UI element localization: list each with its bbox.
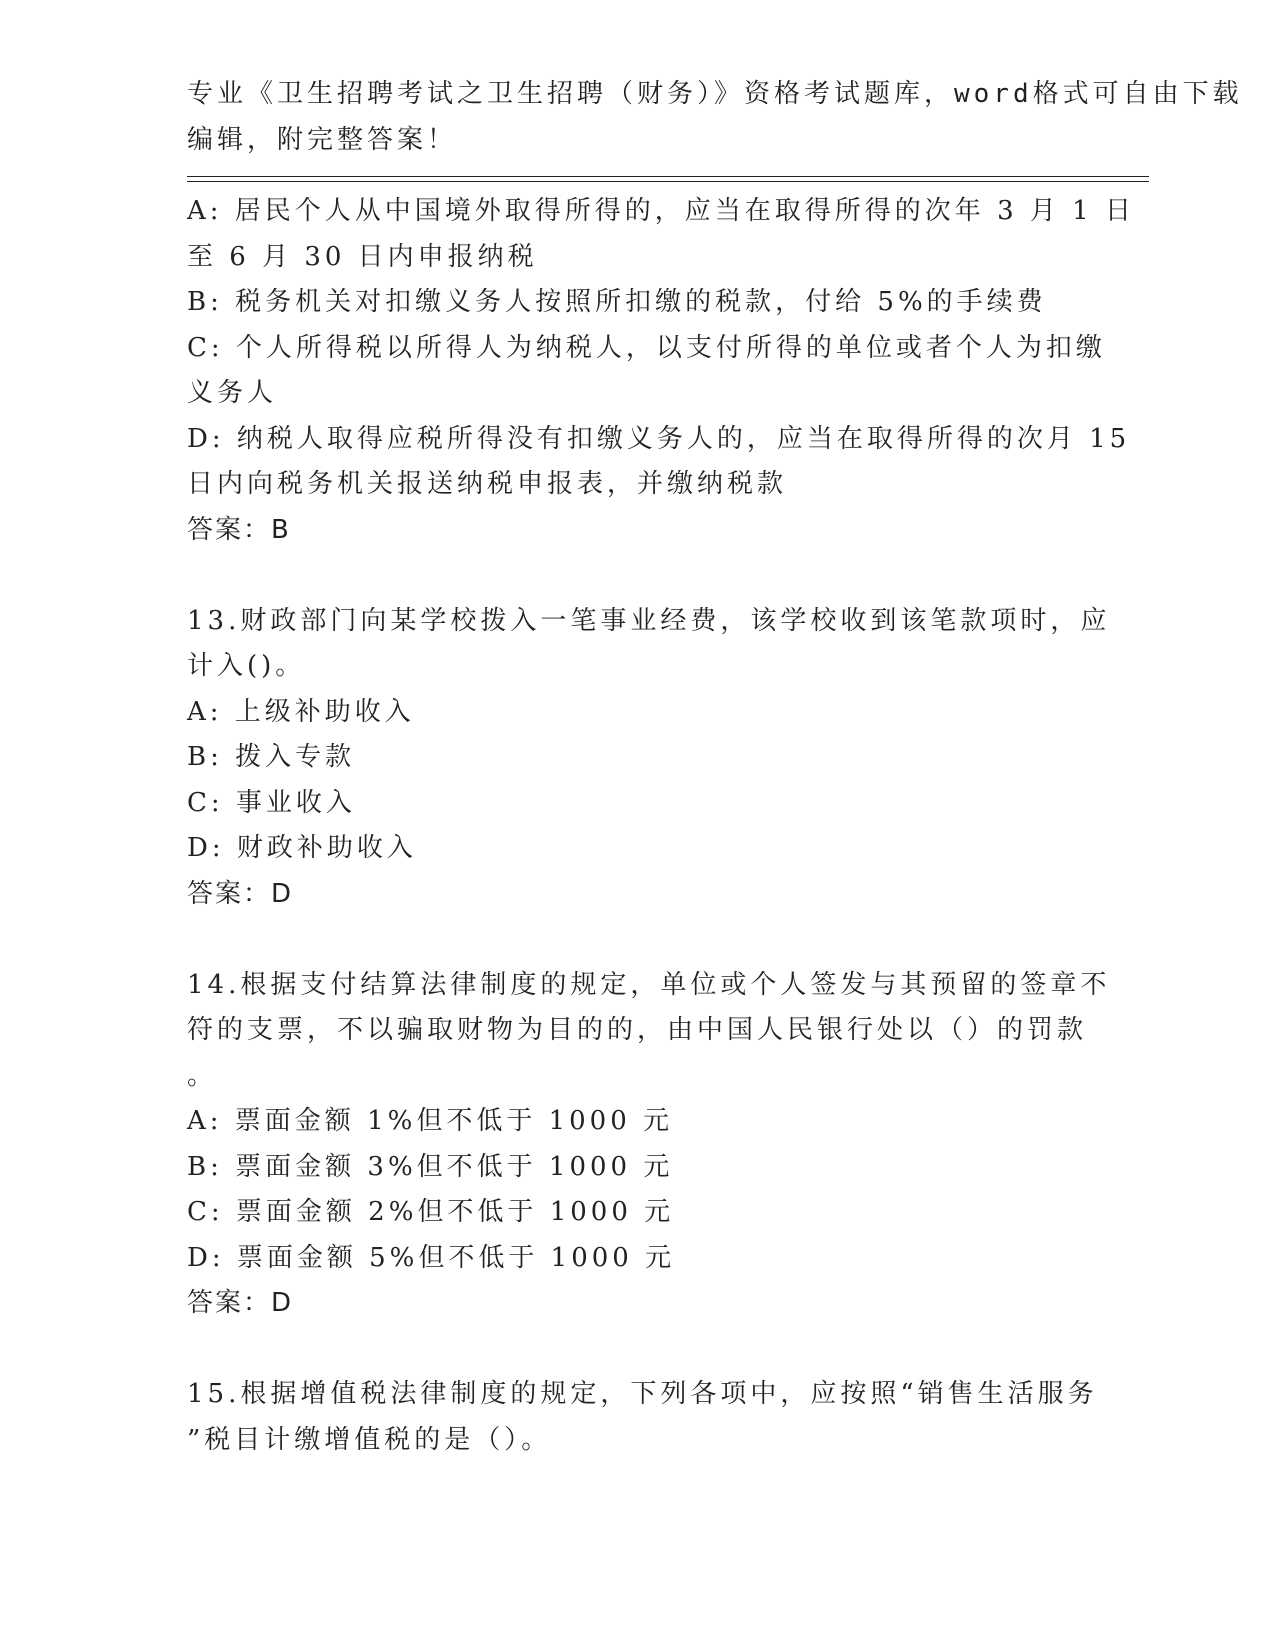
header-line-1: 专业《卫生招聘考试之卫生招聘（财务）》资格考试题库，word格式可自由下载 <box>187 79 1243 109</box>
q12-option-a-line-1: A: 居民个人从中国境外取得所得的，应当在取得所得的次年 3 月 1 日 <box>187 196 1135 226</box>
q15-stem-line-2: ”税目计缴增值税的是（）。 <box>187 1424 552 1455</box>
q13-stem-line-1: 13.财政部门向某学校拨入一笔事业经费，该学校收到该笔款项时，应 <box>187 605 1111 636</box>
q14-option-d: D: 票面金额 5%但不低于 1000 元 <box>187 1242 676 1273</box>
q12-option-b: B: 税务机关对扣缴义务人按照所扣缴的税款，付给 5%的手续费 <box>187 287 1047 317</box>
q15-stem-line-1: 15.根据增值税法律制度的规定，下列各项中，应按照“销售生活服务 <box>187 1379 1098 1409</box>
q14-stem-line-1: 14.根据支付结算法律制度的规定，单位或个人签发与其预留的签章不 <box>187 969 1111 1000</box>
q14-stem-line-2: 符的支票，不以骗取财物为目的的，由中国人民银行处以（）的罚款 <box>187 1015 1088 1045</box>
question-12 <box>187 189 1135 553</box>
spacer <box>187 1327 1087 1373</box>
document-header <box>187 72 1243 163</box>
question-list <box>187 189 1135 1463</box>
q13-option-d: D: 财政补助收入 <box>187 833 417 863</box>
q14-option-b: B: 票面金额 3%但不低于 1000 元 <box>187 1151 674 1182</box>
q13-option-a: A: 上级补助收入 <box>187 696 415 727</box>
q14-answer: 答案：D <box>187 1288 294 1318</box>
q14-option-c: C: 票面金额 2%但不低于 1000 元 <box>187 1197 675 1227</box>
header-rule-top <box>187 176 1149 177</box>
q13-answer: 答案：D <box>187 878 294 909</box>
q13-stem-line-2: 计入()。 <box>187 651 306 681</box>
q12-option-a-line-2: 至 6 月 30 日内申报纳税 <box>187 241 538 272</box>
q14-option-a: A: 票面金额 1%但不低于 1000 元 <box>187 1106 674 1136</box>
q12-option-d-line-1: D: 纳税人取得应税所得没有扣缴义务人的，应当在取得所得的次月 15 <box>187 423 1131 454</box>
q13-option-b: B: 拨入专款 <box>187 742 356 772</box>
q13-option-c: C: 事业收入 <box>187 787 356 818</box>
q12-answer: 答案：B <box>187 514 291 545</box>
spacer <box>187 553 1087 599</box>
q12-option-c-line-2: 义务人 <box>187 378 278 408</box>
question-14 <box>187 963 1111 1327</box>
header-rule-bottom <box>187 181 1149 182</box>
q12-option-d-line-2: 日内向税务机关报送纳税申报表，并缴纳税款 <box>187 469 788 499</box>
q14-stem-line-3: 。 <box>187 1060 218 1091</box>
header-line-2: 编辑，附完整答案！ <box>187 124 458 155</box>
question-13 <box>187 599 1111 918</box>
q12-option-c-line-1: C: 个人所得税以所得人为纳税人，以支付所得的单位或者个人为扣缴 <box>187 332 1106 363</box>
question-15 <box>187 1372 1098 1463</box>
spacer <box>187 917 1087 963</box>
